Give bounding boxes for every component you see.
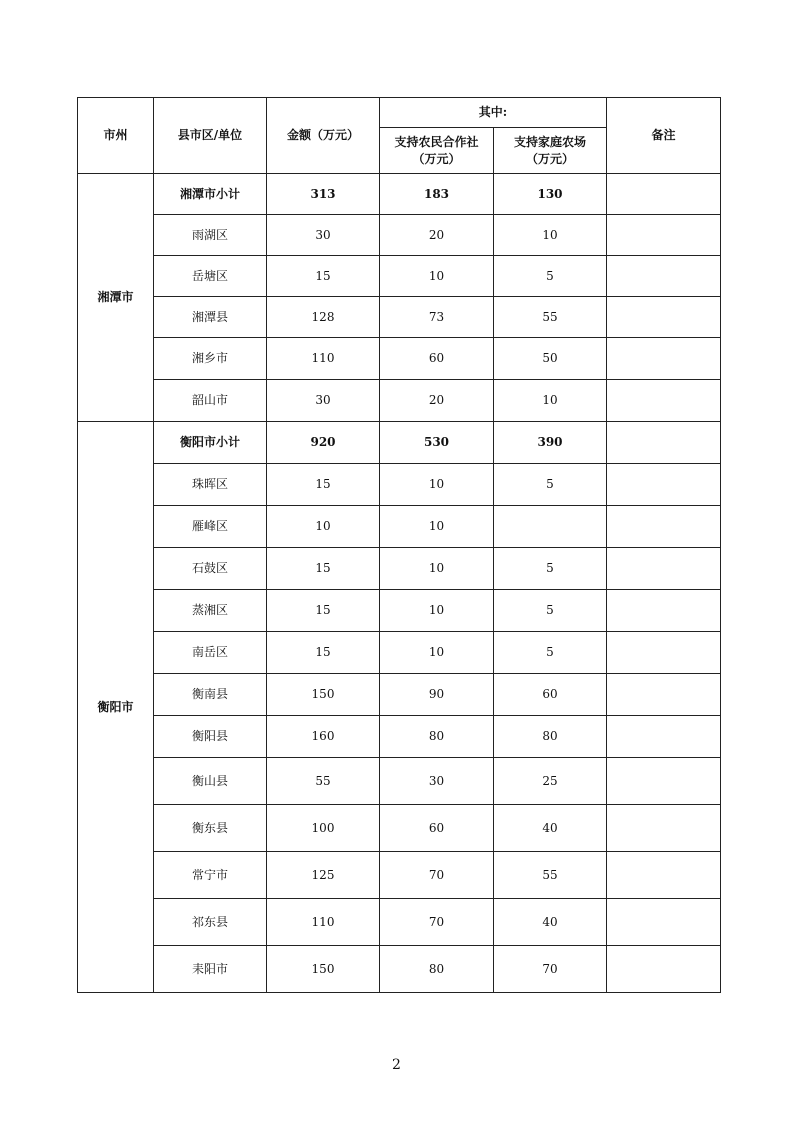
coop-cell: 10 [380,590,494,632]
table-row [78,256,721,297]
allocation-table [77,97,721,993]
coop-cell: 80 [380,946,494,993]
page-number: 2 [392,1057,401,1073]
unit-cell: 衡南县 [154,674,267,716]
unit-cell: 南岳区 [154,632,267,674]
farm-cell: 55 [494,852,607,899]
remark-cell [607,215,721,256]
header-remark: 备注 [607,98,721,174]
table-row [78,380,721,422]
farm-cell: 5 [494,464,607,506]
farm-cell: 130 [494,174,607,215]
amount-cell: 125 [267,852,380,899]
farm-cell: 55 [494,297,607,338]
unit-cell: 湘潭县 [154,297,267,338]
coop-cell: 20 [380,380,494,422]
amount-cell: 920 [267,422,380,464]
remark-cell [607,548,721,590]
farm-cell: 60 [494,674,607,716]
table-row [78,805,721,852]
remark-cell [607,338,721,380]
amount-cell: 110 [267,899,380,946]
farm-cell: 40 [494,805,607,852]
header-city: 市州 [78,98,154,174]
remark-cell [607,899,721,946]
table-row [78,548,721,590]
coop-cell: 20 [380,215,494,256]
farm-cell: 5 [494,590,607,632]
table-row [78,899,721,946]
subtotal-row [78,174,721,215]
farm-cell: 80 [494,716,607,758]
coop-cell: 60 [380,805,494,852]
unit-cell: 湘潭市小计 [154,174,267,215]
farm-cell: 25 [494,758,607,805]
coop-cell: 73 [380,297,494,338]
remark-cell [607,632,721,674]
remark-cell [607,946,721,993]
remark-cell [607,174,721,215]
coop-cell: 70 [380,899,494,946]
amount-cell: 150 [267,674,380,716]
remark-cell [607,758,721,805]
unit-cell: 岳塘区 [154,256,267,297]
header-farm [494,128,607,174]
amount-cell: 100 [267,805,380,852]
coop-cell: 10 [380,548,494,590]
farm-cell: 10 [494,380,607,422]
unit-cell: 湘乡市 [154,338,267,380]
remark-cell [607,716,721,758]
unit-cell: 常宁市 [154,852,267,899]
farm-cell: 50 [494,338,607,380]
remark-cell [607,297,721,338]
farm-cell: 70 [494,946,607,993]
table-row [78,464,721,506]
farm-cell [494,506,607,548]
unit-cell: 祁东县 [154,899,267,946]
unit-cell: 衡阳市小计 [154,422,267,464]
table-row [78,674,721,716]
coop-cell: 530 [380,422,494,464]
amount-cell: 30 [267,215,380,256]
unit-cell: 衡山县 [154,758,267,805]
remark-cell [607,852,721,899]
farm-cell: 40 [494,899,607,946]
farm-cell: 10 [494,215,607,256]
unit-cell: 石鼓区 [154,548,267,590]
header-farm-unit: （万元） [525,151,574,166]
amount-cell: 110 [267,338,380,380]
header-coop-unit: （万元） [412,151,461,166]
remark-cell [607,590,721,632]
unit-cell: 衡阳县 [154,716,267,758]
header-farm-label: 支持家庭农场 [513,134,586,149]
header-of-which: 其中: [380,98,607,128]
remark-cell [607,464,721,506]
header-coop-label: 支持农民合作社 [394,134,479,149]
amount-cell: 15 [267,464,380,506]
coop-cell: 10 [380,632,494,674]
unit-cell: 雁峰区 [154,506,267,548]
coop-cell: 30 [380,758,494,805]
remark-cell [607,805,721,852]
subtotal-row [78,422,721,464]
amount-cell: 55 [267,758,380,805]
unit-cell: 蒸湘区 [154,590,267,632]
amount-cell: 15 [267,632,380,674]
coop-cell: 10 [380,256,494,297]
unit-cell: 韶山市 [154,380,267,422]
farm-cell: 390 [494,422,607,464]
unit-cell: 珠晖区 [154,464,267,506]
unit-cell: 雨湖区 [154,215,267,256]
header-unit: 县市区/单位 [154,98,267,174]
table-row [78,758,721,805]
amount-cell: 128 [267,297,380,338]
table-row [78,338,721,380]
table-row [78,716,721,758]
header-amount: 金额（万元） [267,98,380,174]
table-row [78,632,721,674]
table-row [78,590,721,632]
amount-cell: 150 [267,946,380,993]
farm-cell: 5 [494,548,607,590]
farm-cell: 5 [494,256,607,297]
coop-cell: 70 [380,852,494,899]
amount-cell: 30 [267,380,380,422]
city-cell: 湘潭市 [78,174,154,422]
table-row [78,852,721,899]
coop-cell: 80 [380,716,494,758]
remark-cell [607,380,721,422]
table-row [78,506,721,548]
coop-cell: 183 [380,174,494,215]
coop-cell: 10 [380,506,494,548]
remark-cell [607,674,721,716]
amount-cell: 15 [267,590,380,632]
remark-cell [607,422,721,464]
table-row [78,946,721,993]
remark-cell [607,256,721,297]
amount-cell: 15 [267,256,380,297]
header-coop [380,128,494,174]
amount-cell: 10 [267,506,380,548]
header-row-1 [78,98,721,128]
coop-cell: 90 [380,674,494,716]
city-cell: 衡阳市 [78,422,154,993]
unit-cell: 耒阳市 [154,946,267,993]
table-row [78,215,721,256]
amount-cell: 15 [267,548,380,590]
coop-cell: 60 [380,338,494,380]
farm-cell: 5 [494,632,607,674]
remark-cell [607,506,721,548]
amount-cell: 160 [267,716,380,758]
amount-cell: 313 [267,174,380,215]
table-row [78,297,721,338]
unit-cell: 衡东县 [154,805,267,852]
coop-cell: 10 [380,464,494,506]
